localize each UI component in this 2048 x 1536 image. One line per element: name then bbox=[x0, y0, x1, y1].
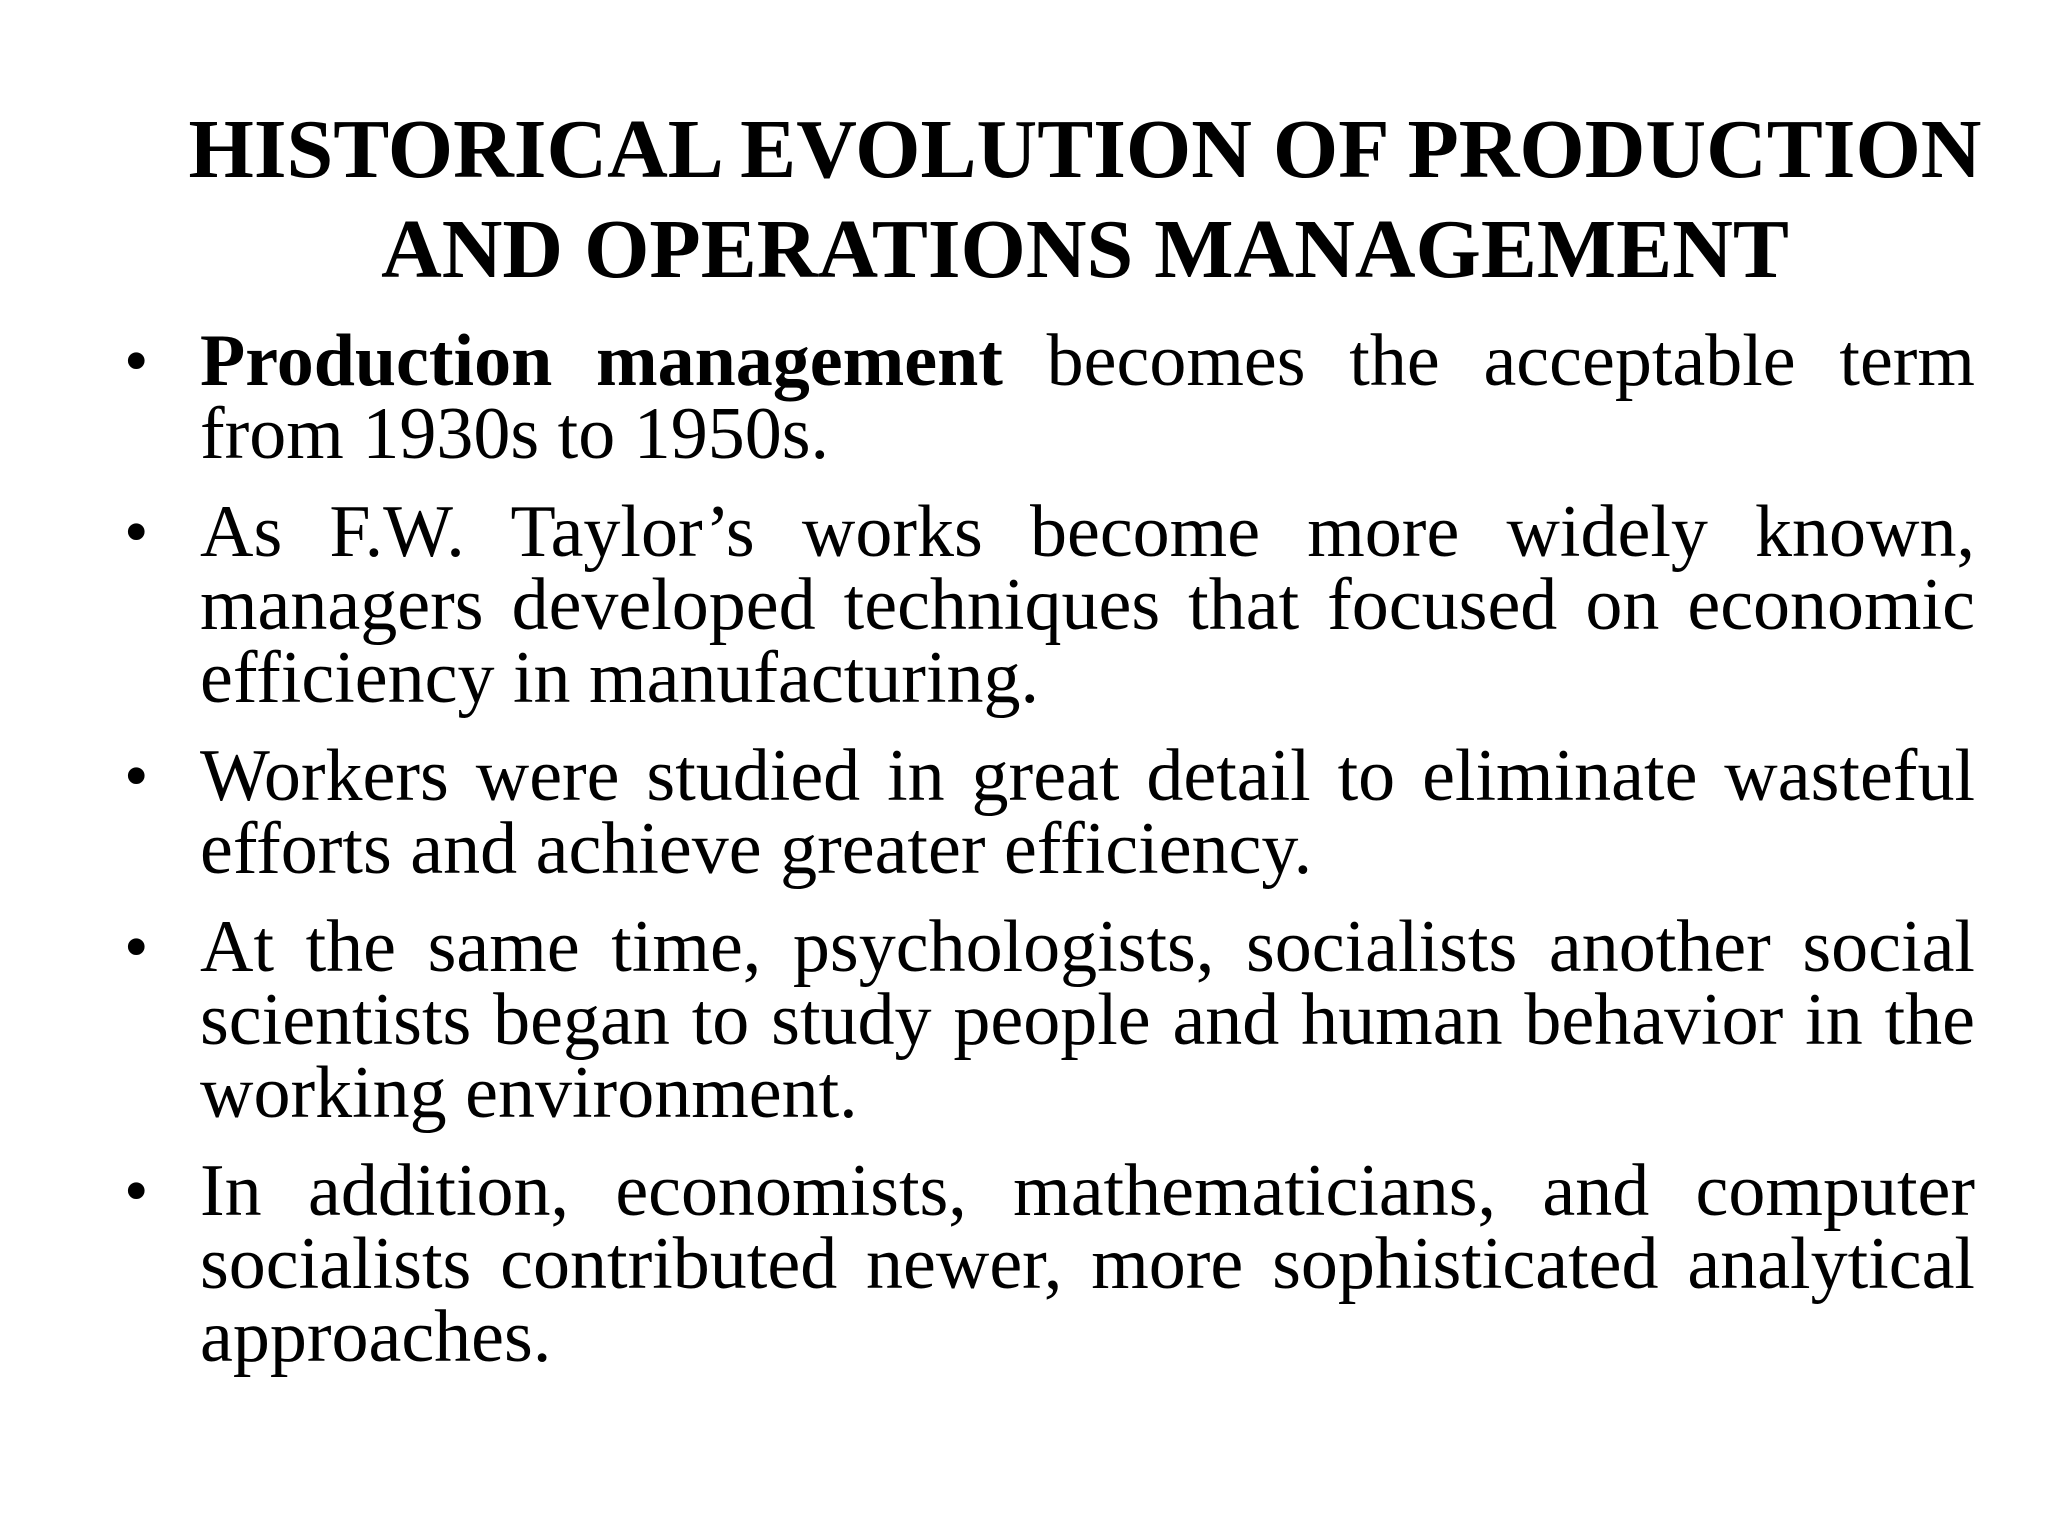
slide-title-line-1: HISTORICAL EVOLUTION OF PRODUCTION bbox=[188, 103, 1982, 196]
bullet-text-1-rest: becomes the acceptable term from 1930s to 1950s. bbox=[200, 320, 1975, 475]
bullet-text-3: Workers were studied in great detail to eliminate wasteful efforts and achieve greater efficiency. bbox=[200, 735, 1975, 890]
bullet-item-1 bbox=[120, 320, 1975, 475]
bullet-text-1 bbox=[200, 320, 1975, 475]
bullet-text-4: At the same time, psychologists, socialists another social scientists began to study people and human behavior in the working environment. bbox=[200, 906, 1975, 1134]
slide-title bbox=[120, 100, 2048, 300]
bullet-item-3 bbox=[120, 735, 1975, 890]
bullet-icon: • bbox=[124, 494, 149, 571]
bullet-text-5: In addition, economists, mathematicians, and computer socialists contributed newer, more sophisticated analytical approaches. bbox=[200, 1150, 1975, 1378]
bullet-icon: • bbox=[124, 1153, 149, 1230]
bullet-item-2 bbox=[120, 491, 1975, 719]
slide-title-line-2: AND OPERATIONS MANAGEMENT bbox=[381, 203, 1789, 296]
bullet-item-5 bbox=[120, 1150, 1975, 1378]
bullet-icon: • bbox=[124, 323, 149, 400]
bullet-item-4 bbox=[120, 906, 1975, 1134]
bullet-text-2: As F.W. Taylor’s works become more widely known, managers developed techniques that focused on economic efficiency in manufacturing. bbox=[200, 491, 1975, 719]
bullet-icon: • bbox=[124, 909, 149, 986]
bullet-bold-term: Production management bbox=[200, 320, 1003, 402]
bullet-list bbox=[120, 320, 1975, 1399]
bullet-icon: • bbox=[124, 738, 149, 815]
